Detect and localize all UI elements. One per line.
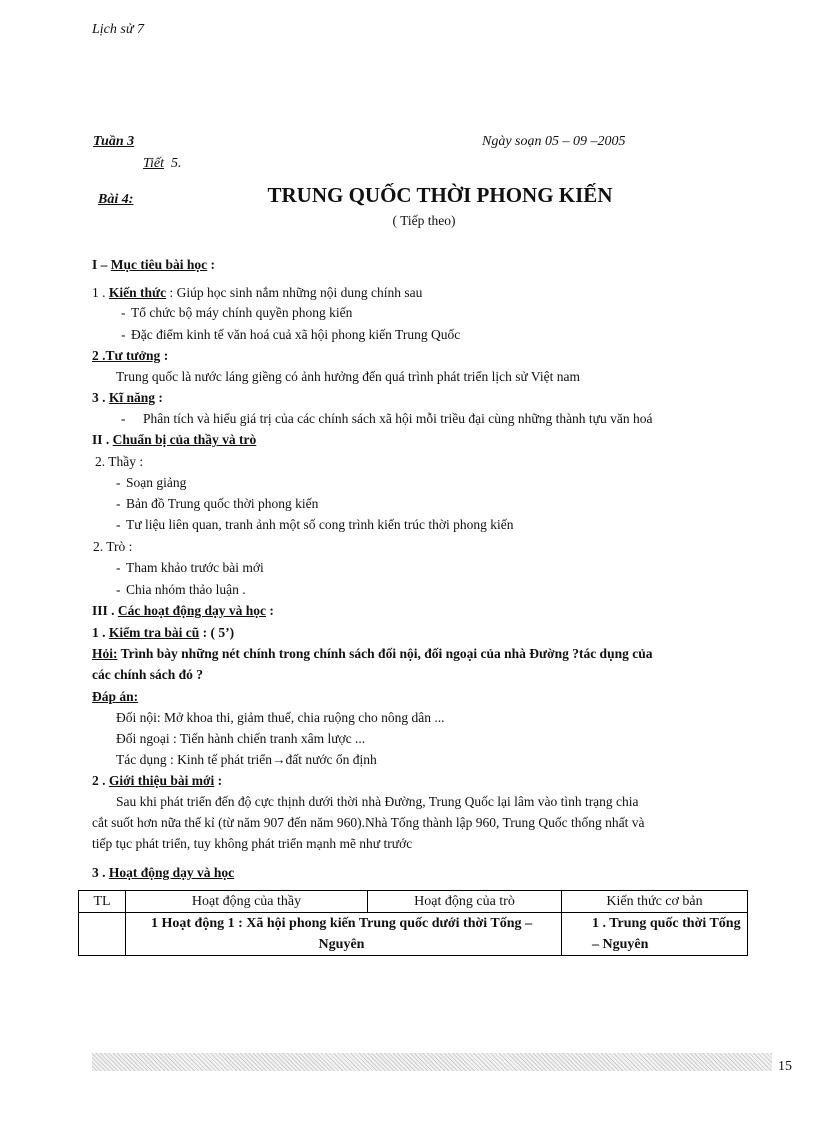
student-item-text: Tham khảo trước bài mới <box>126 560 264 575</box>
table-cell-empty <box>79 913 126 956</box>
teacher-item: - Soạn giảng <box>116 475 187 490</box>
week-label: Tuần 3 <box>93 134 135 149</box>
section-1-title: Mục tiêu bài học <box>110 257 208 272</box>
period-word: Tiết <box>143 156 165 171</box>
table-header-cell: TL <box>79 891 126 913</box>
question-text: Trình bày những nét chính trong chính sách đối nội, đối ngoại của nhà Đường ?tác dụng của <box>117 646 653 661</box>
student-label: 2. Trò : <box>93 539 133 554</box>
question-line-1 <box>92 646 652 662</box>
review-suffix: : ( 5’) <box>199 625 235 640</box>
knowledge-label: Kiến thức <box>108 285 167 300</box>
page-number: 15 <box>778 1059 792 1074</box>
answer-item: Đối ngoại : Tiến hành chiến tranh xâm lược ... <box>116 731 366 746</box>
knowledge-item-text: Đặc điểm kinh tế văn hoá cuả xã hội phong kiến Trung Quốc <box>131 327 461 342</box>
skills-item-text: Phân tích và hiểu giá trị của các chính sách xã hội mỗi triều đại cùng những thành tựu văn hoá <box>143 411 653 426</box>
knowledge-prefix: 1 . <box>92 285 109 300</box>
activity-1-cell: 1 Hoạt động 1 : Xã hội phong kiến Trung quốc dưới thời Tống – Nguyên <box>126 913 562 956</box>
table-header-row <box>79 891 748 913</box>
knowledge-item: - Đặc điểm kinh tế văn hoá cuả xã hội phong kiến Trung Quốc <box>121 327 461 342</box>
table-row <box>79 913 748 956</box>
intro-label: Giới thiệu bài mới <box>108 773 215 788</box>
section-3-heading <box>92 603 274 619</box>
intro-paragraph-line: cắt suốt hơn nữa thế kỉ (từ năm 907 đến năm 960).Nhà Tống thành lập 960, Trung Quốc thống nhất và <box>92 815 645 830</box>
running-header: Lịch sử 7 <box>92 22 144 37</box>
footer-bar <box>92 1053 772 1071</box>
review-prefix: 1 . <box>92 625 109 640</box>
table-header-cell: Kiến thức cơ bản <box>562 891 748 913</box>
knowledge-item-text: Tổ chức bộ máy chính quyền phong kiến <box>131 305 353 320</box>
section-1-heading <box>92 257 215 273</box>
section-2-heading <box>92 432 256 448</box>
attitude-text: Trung quốc là nước láng giềng có ảnh hưởng đến quá trình phát triển lịch sử Việt nam <box>116 369 580 384</box>
section-2-title: Chuẩn bị của thầy và trò <box>112 432 257 447</box>
skills-item: - Phân tích và hiểu giá trị của các chính sách xã hội mỗi triều đại cùng những thành tựu văn hoá <box>121 411 653 426</box>
prep-date: Ngày soạn 05 – 09 –2005 <box>482 134 626 149</box>
teacher-item-text: Bản đồ Trung quốc thời phong kiến <box>126 496 319 511</box>
section-3-prefix: III . <box>92 603 118 618</box>
teacher-item-text: Soạn giảng <box>126 475 187 490</box>
activities-table <box>78 890 748 956</box>
section-3-title: Các hoạt động dạy và học <box>117 603 267 618</box>
attitude-suffix: : <box>160 348 169 363</box>
section-1-prefix: I – <box>92 257 111 272</box>
teacher-label: 2. Thầy : <box>95 454 144 469</box>
attitude-heading <box>92 348 168 364</box>
intro-paragraph-line: Sau khi phát triển đến độ cực thịnh dưới thời nhà Đường, Trung Quốc lại lâm vào tình trạng chia <box>116 794 639 809</box>
review-label: Kiểm tra bài cũ <box>108 625 200 640</box>
review-heading <box>92 625 234 641</box>
activities-prefix: 3 . <box>92 865 109 880</box>
table-header-cell: Hoạt động của thầy <box>126 891 368 913</box>
page-title: TRUNG QUỐC THỜI PHONG KIẾN <box>267 183 613 207</box>
skills-suffix: : <box>155 390 163 405</box>
lesson-number: Bài 4: <box>98 192 134 207</box>
period-number: 5. <box>171 156 182 171</box>
skills-label: Kĩ năng <box>108 390 156 405</box>
section-2-prefix: II . <box>92 432 113 447</box>
knowledge-text: : Giúp học sinh nắm những nội dung chính sau <box>166 285 423 300</box>
teacher-item: - Tư liệu liên quan, tranh ảnh một số cong trình kiến trúc thời phong kiến <box>116 517 514 532</box>
student-item-text: Chia nhóm thảo luận . <box>126 582 246 597</box>
intro-prefix: 2 . <box>92 773 109 788</box>
intro-heading <box>92 773 222 789</box>
activities-heading <box>92 865 234 881</box>
intro-suffix: : <box>214 773 223 788</box>
skills-prefix: 3 . <box>92 390 109 405</box>
student-item: - Chia nhóm thảo luận . <box>116 582 246 597</box>
question-label: Hỏi: <box>92 646 118 661</box>
knowledge-item: - Tổ chức bộ máy chính quyền phong kiến <box>121 305 353 320</box>
teacher-item: - Bản đồ Trung quốc thời phong kiến <box>116 496 319 511</box>
page-subtitle: ( Tiếp theo) <box>392 213 456 228</box>
section-1-suffix: : <box>207 257 216 272</box>
activities-label: Hoạt động dạy và học <box>108 865 235 880</box>
student-item: - Tham khảo trước bài mới <box>116 560 264 575</box>
knowledge-cell: 1 . Trung quốc thời Tống – Nguyên <box>562 913 748 956</box>
question-line-2: các chính sách đó ? <box>92 667 204 682</box>
answer-item: Đối nội: Mở khoa thi, giảm thuế, chia ruộng cho nông dân ... <box>116 710 445 725</box>
answer-item: Tác dụng : Kinh tế phát triển→đất nước ổn định <box>116 752 377 767</box>
section-3-suffix: : <box>266 603 274 618</box>
answer-label: Đáp án: <box>92 689 139 704</box>
intro-paragraph-line: tiếp tục phát triển, tuy không phát triển mạnh mẽ như trước <box>92 836 413 851</box>
period-label <box>143 156 182 172</box>
table-header-cell: Hoạt động của trò <box>368 891 562 913</box>
attitude-label: 2 .Tư tưởng <box>92 348 161 363</box>
skills-heading <box>92 390 163 406</box>
knowledge-line <box>92 285 422 301</box>
teacher-item-text: Tư liệu liên quan, tranh ảnh một số cong trình kiến trúc thời phong kiến <box>126 517 514 532</box>
